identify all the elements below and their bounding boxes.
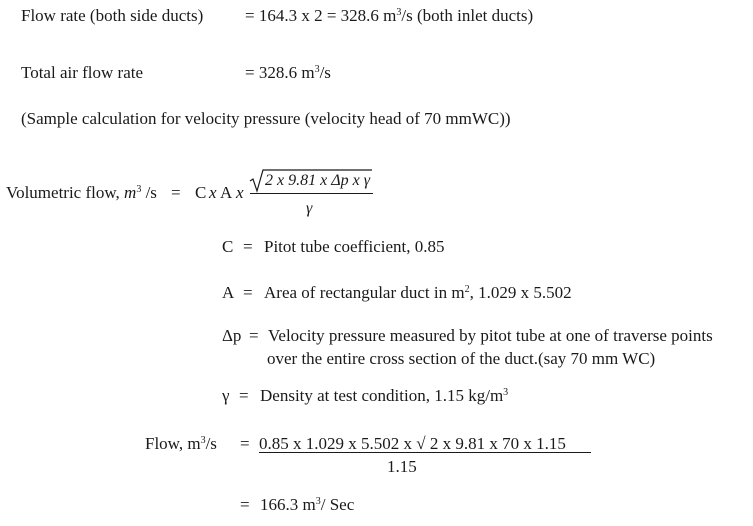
formula-times-2: x: [236, 183, 244, 202]
flow-rate-value: [245, 7, 533, 24]
result-value-text: 166.3 m: [260, 495, 316, 514]
def-dp-equals: =: [249, 326, 259, 345]
def-dp-text-line2: over the entire cross section of the duct.(say 70 mm WC): [267, 349, 656, 368]
result-unit-suffix: / Sec: [320, 495, 355, 514]
result-value: [260, 496, 354, 513]
def-a-text: [264, 284, 572, 301]
volumetric-flow-text: Volumetric flow,: [6, 183, 125, 202]
flow-rate-value-suffix: /s (both inlet ducts): [401, 6, 534, 25]
calc-flow-label-text: Flow, m: [145, 434, 201, 453]
formula-times-1: x: [209, 183, 217, 202]
calc-equals: =: [240, 434, 250, 453]
total-flow-value: [245, 64, 331, 81]
result-unit-exp: 3: [315, 496, 321, 507]
formula-coefficient-c: C: [195, 183, 207, 202]
def-gamma-equals: =: [239, 386, 249, 405]
def-c-equals: =: [243, 237, 253, 256]
def-gamma-text-main: Density at test condition, 1.15 kg/m: [260, 386, 504, 405]
def-c-text: Pitot tube coefficient, 0.85: [264, 237, 445, 256]
volumetric-flow-unit-m: m: [124, 183, 137, 202]
result-equals: =: [240, 495, 250, 514]
volumetric-flow-unit-suffix: /s: [141, 183, 157, 202]
calc-flow-label: [145, 435, 217, 452]
formula-area-a: A: [220, 183, 233, 202]
calc-numerator: 0.85 x 1.029 x 5.502 x √ 2 x 9.81 x 70 x 1.15: [259, 434, 566, 453]
def-gamma-symbol: γ: [222, 386, 230, 405]
formula-numerator: 2 x 9.81 x Δp x γ: [265, 172, 370, 189]
calc-flow-unit-exp: 3: [200, 435, 206, 446]
volumetric-flow-unit-exp: 3: [136, 184, 142, 195]
flow-rate-unit-exp: 3: [396, 7, 402, 18]
calc-flow-unit-suffix: /s: [205, 434, 217, 453]
volumetric-flow-label: [6, 184, 157, 201]
def-a-text-main: Area of rectangular duct in m: [264, 283, 465, 302]
formula-equals: =: [171, 183, 181, 202]
formula-denominator: γ: [306, 200, 313, 217]
calc-denominator: 1.15: [387, 457, 417, 476]
flow-rate-value-text: = 164.3 x 2 = 328.6 m: [245, 6, 397, 25]
def-a-symbol: A: [222, 283, 235, 302]
total-flow-label: Total air flow rate: [21, 63, 144, 82]
total-flow-unit-exp: 3: [314, 64, 320, 75]
def-a-equals: =: [243, 283, 253, 302]
def-gamma-text: [260, 387, 508, 404]
def-c-symbol: C: [222, 237, 234, 256]
def-dp-symbol: Δp: [222, 326, 242, 345]
def-dp-text-line1: Velocity pressure measured by pitot tube at one of traverse points: [268, 326, 713, 345]
flow-rate-label: Flow rate (both side ducts): [21, 6, 204, 25]
def-gamma-unit-exp: 3: [503, 387, 509, 398]
formula-fraction-bar: [250, 193, 373, 194]
total-flow-value-text: = 328.6 m: [245, 63, 315, 82]
sample-calculation-note: (Sample calculation for velocity pressure (velocity head of 70 mmWC)): [21, 109, 511, 128]
def-a-text-dims: , 1.029 x 5.502: [469, 283, 572, 302]
total-flow-value-suffix: /s: [319, 63, 331, 82]
calc-fraction-bar: [259, 452, 591, 453]
def-a-unit-exp: 2: [464, 284, 470, 295]
